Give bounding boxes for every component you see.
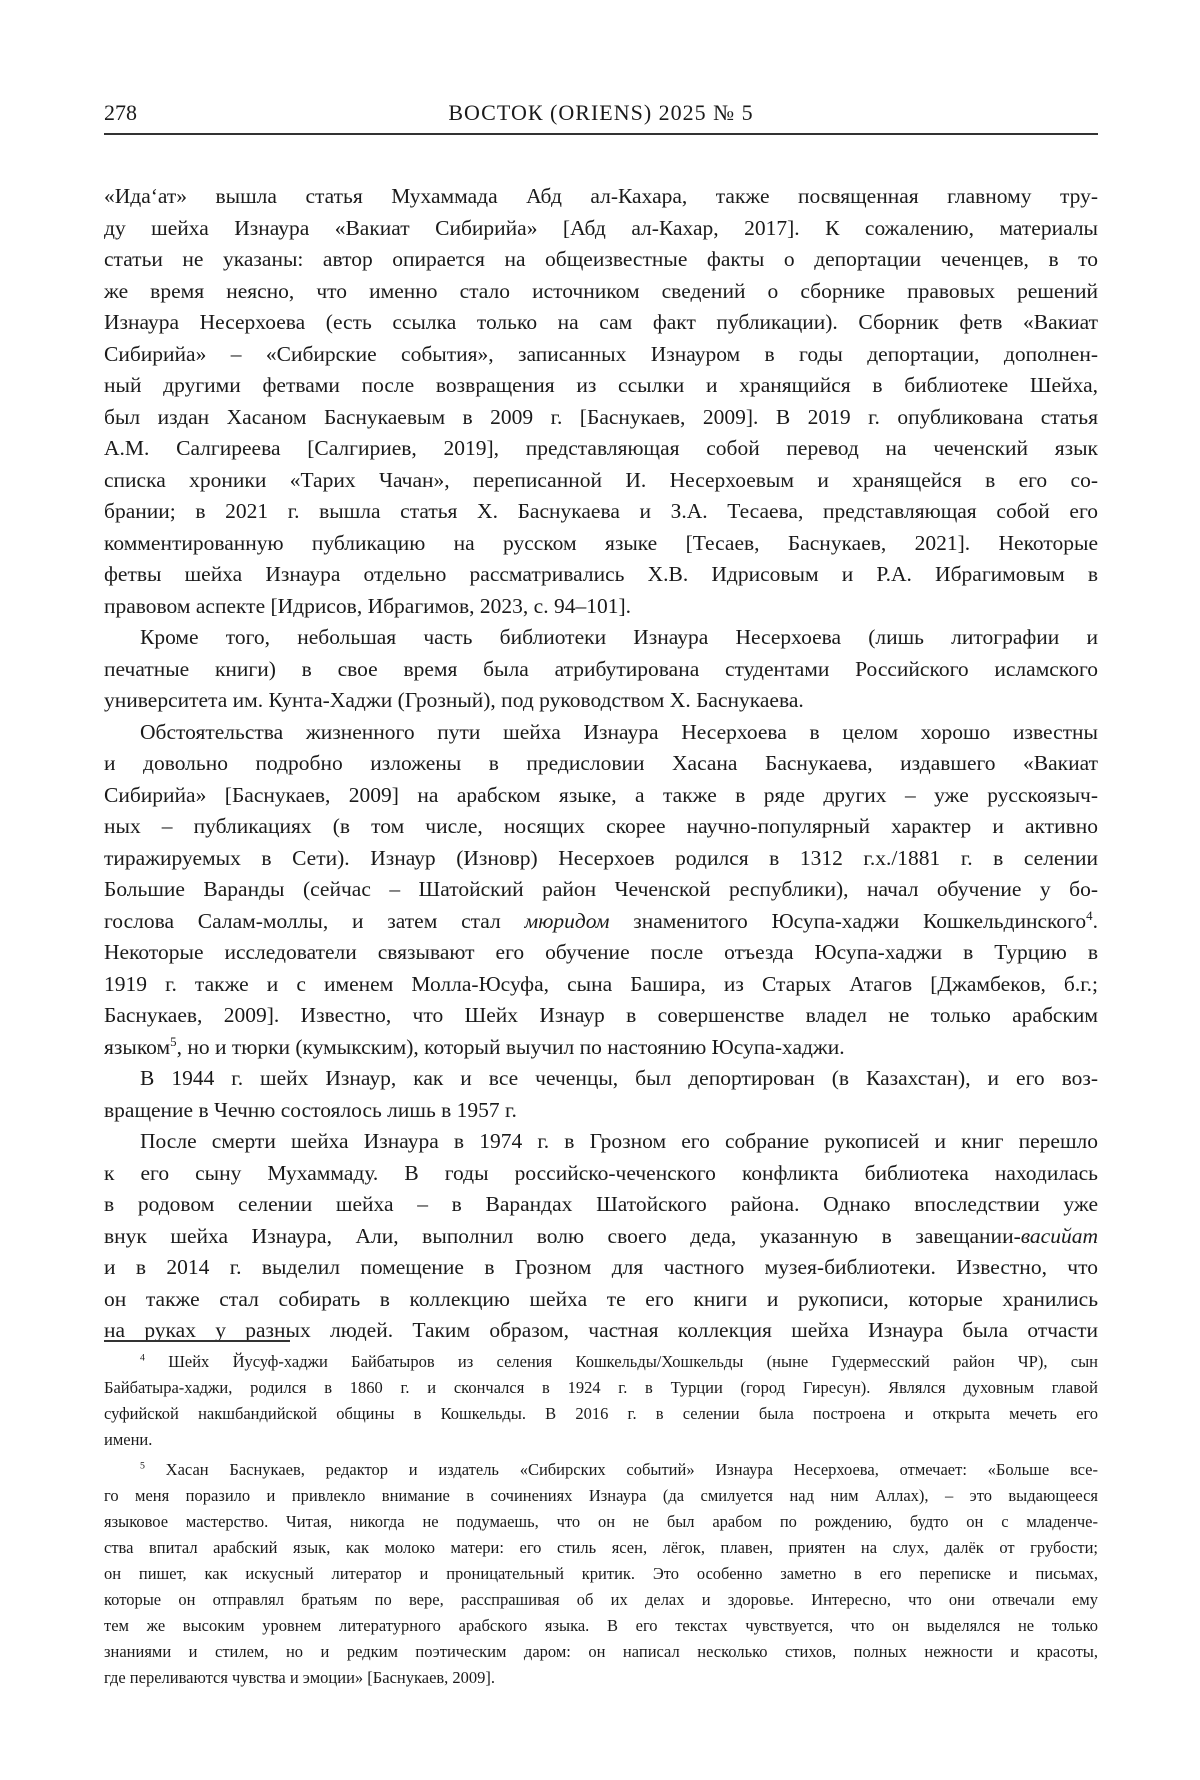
text-line: [104, 1535, 1098, 1561]
text-run: языковое мастерство. Читая, никогда не подумаешь, что он не был арабом по рождению, будто он с младенче-: [104, 1512, 1098, 1531]
text-run: знаниями и стилем, но и редким поэтическим даром: он написал несколько стихов, полных нежности и красоты,: [104, 1642, 1098, 1661]
text-run: комментированную публикацию на русском языке [Тесаев, Баснукаев, 2021]. Некоторые: [104, 531, 1098, 555]
text-run: правовом аспекте [Идрисов, Ибрагимов, 2023, с. 94–101].: [104, 594, 631, 618]
text-line: [104, 339, 1098, 371]
text-line: [104, 213, 1098, 245]
text-run: Шейх Йусуф-хаджи Байбатыров из селения Кошкельды/Хошкельды (ныне Гудермесский район ЧР), сын: [145, 1352, 1098, 1371]
text-line: [104, 1427, 1098, 1453]
paragraph: [104, 181, 1098, 622]
text-run: и довольно подробно изложены в предисловии Хасана Баснукаева, издавшего «Вакиат: [104, 751, 1098, 775]
text-run: вращение в Чечню состоялось лишь в 1957 г.: [104, 1098, 517, 1122]
text-line: [104, 1665, 1098, 1691]
text-run: Байбатыра-хаджи, родился в 1860 г. и скончался в 1924 г. в Турции (город Гиресун). Являлся духовным главой: [104, 1378, 1098, 1397]
text-run: гослова Салам-моллы, и затем стал: [104, 909, 525, 933]
text-line: [104, 937, 1098, 969]
text-run: списка хроники «Тарих Чачан», переписанной И. Несерхоевым и хранящейся в его со-: [104, 468, 1098, 492]
text-run: го меня поразило и привлекло внимание в сочинениях Изнаура (да смилуется над ним Аллах), – это выдающееся: [104, 1486, 1098, 1505]
text-line: [104, 402, 1098, 434]
text-line: [104, 1284, 1098, 1316]
text-line: [104, 1189, 1098, 1221]
footnote: [104, 1457, 1098, 1691]
text-line: [104, 1483, 1098, 1509]
text-run: брании; в 2021 г. вышла статья Х. Баснукаева и З.А. Тесаева, представляющая собой его: [104, 499, 1098, 523]
text-run: фетвы шейха Изнаура отдельно рассматривались Х.В. Идрисовым и Р.А. Ибрагимовым в: [104, 562, 1098, 586]
text-line: [104, 370, 1098, 402]
text-run: ных – публикациях (в том числе, носящих скорее научно-популярный характер и активно: [104, 814, 1098, 838]
header-rule: [104, 133, 1098, 135]
text-run: имени.: [104, 1430, 152, 1449]
running-header: [104, 100, 1098, 132]
text-line: [104, 1221, 1098, 1253]
text-run: После смерти шейха Изнаура в 1974 г. в Грозном его собрание рукописей и книг перешло: [140, 1129, 1098, 1153]
text-run: он также стал собирать в коллекцию шейха те его книги и рукописи, которые хранились: [104, 1287, 1098, 1311]
text-run: был издан Хасаном Баснукаевым в 2009 г. [Баснукаев, 2009]. В 2019 г. опубликована статья: [104, 405, 1098, 429]
text-line: [104, 528, 1098, 560]
text-line: [104, 1639, 1098, 1665]
text-run: Баснукаев, 2009]. Известно, что Шейх Изнаур в совершенстве владел не только арабским: [104, 1003, 1098, 1027]
text-line: [104, 717, 1098, 749]
text-line: [104, 559, 1098, 591]
text-run: языком: [104, 1035, 170, 1059]
text-run: и в 2014 г. выделил помещение в Грозном для частного музея-библиотеки. Известно, что: [104, 1255, 1098, 1279]
italic-term: мюридом: [525, 909, 610, 933]
footnote-ref: 5: [140, 1461, 145, 1472]
text-run: 1919 г. также и с именем Молла-Юсуфа, сына Башира, из Старых Атагов [Джамбеков, б.г.;: [104, 972, 1098, 996]
footnote: [104, 1349, 1098, 1453]
text-line: [104, 622, 1098, 654]
text-line: [104, 654, 1098, 686]
text-run: печатные книги) в свое время была атрибутирована студентами Российского исламского: [104, 657, 1098, 681]
text-line: [104, 1561, 1098, 1587]
text-run: тем же высоким уровнем литературного арабского языка. В его текстах чувствуется, что он выделялся не только: [104, 1616, 1098, 1635]
text-line: [104, 1095, 1098, 1127]
text-run: Сибирийа» [Баснукаев, 2009] на арабском языке, а также в ряде других – уже русскоязыч-: [104, 783, 1098, 807]
text-run: А.М. Салгиреева [Салгириев, 2019], представляющая собой перевод на чеченский язык: [104, 436, 1098, 460]
text-line: [104, 591, 1098, 623]
text-run: Сибирийа» – «Сибирские события», записанных Изнауром в годы депортации, дополнен-: [104, 342, 1098, 366]
text-line: [104, 433, 1098, 465]
text-run: же время неясно, что именно стало источником сведений о сборнике правовых решений: [104, 279, 1098, 303]
text-run: к его сыну Мухаммаду. В годы российско-чеченского конфликта библиотека находилась: [104, 1161, 1098, 1185]
text-run: знаменитого Юсупа-хаджи Кошкельдинского: [609, 909, 1086, 933]
text-run: .: [1093, 909, 1098, 933]
text-line: [104, 276, 1098, 308]
text-line: [104, 780, 1098, 812]
text-line: [104, 748, 1098, 780]
text-run: «Ида‘ат» вышла статья Мухаммада Абд ал-Кахара, также посвященная главному тру-: [104, 184, 1098, 208]
text-line: [104, 811, 1098, 843]
text-line: [104, 1457, 1098, 1483]
paragraph: [104, 1063, 1098, 1126]
text-run: Изнаура Несерхоева (есть ссылка только на сам факт публикации). Сборник фетв «Вакиат: [104, 310, 1098, 334]
text-run: тиражируемых в Сети). Изнаур (Изновр) Несерхоев родился в 1312 г.х./1881 г. в селении: [104, 846, 1098, 870]
text-line: [104, 1613, 1098, 1639]
text-line: [104, 465, 1098, 497]
text-line: [104, 1252, 1098, 1284]
text-run: Некоторые исследователи связывают его обучение после отъезда Юсупа-хаджи в Турцию в: [104, 940, 1098, 964]
text-line: [104, 1349, 1098, 1375]
text-line: [104, 1032, 1098, 1064]
text-run: ный другими фетвами после возвращения из ссылки и хранящийся в библиотеке Шейха,: [104, 373, 1098, 397]
text-line: [104, 496, 1098, 528]
text-line: [104, 685, 1098, 717]
paragraph: [104, 1126, 1098, 1347]
text-line: [104, 1126, 1098, 1158]
text-run: Большие Варанды (сейчас – Шатойский район Чеченской республики), начал обучение у бо-: [104, 877, 1098, 901]
footnote-ref: 4: [140, 1353, 145, 1364]
text-run: Кроме того, небольшая часть библиотеки Изнаура Несерхоева (лишь литографии и: [140, 625, 1098, 649]
text-line: [104, 181, 1098, 213]
italic-term: васийат: [1021, 1224, 1098, 1248]
text-run: В 1944 г. шейх Изнаур, как и все чеченцы, был депортирован (в Казахстан), и его воз-: [140, 1066, 1098, 1090]
journal-title: ВОСТОК (ORIENS) 2025 № 5: [104, 100, 1098, 126]
text-run: где переливаются чувства и эмоции» [Баснукаев, 2009].: [104, 1668, 495, 1687]
text-run: ства впитал арабский язык, как молоко матери: его стиль ясен, лёгок, плавен, приятен на слух, далёк от грубости;: [104, 1538, 1098, 1557]
footnote-ref: 4: [1086, 908, 1092, 922]
text-line: [104, 1587, 1098, 1613]
text-line: [104, 307, 1098, 339]
footnotes: [104, 1349, 1098, 1695]
text-line: [104, 244, 1098, 276]
text-line: [104, 874, 1098, 906]
text-run: он пишет, как искусный литератор и проницательный критик. Это особенно заметно в его переписке и письмах,: [104, 1564, 1098, 1583]
text-line: [104, 1375, 1098, 1401]
text-line: [104, 1158, 1098, 1190]
text-run: на руках у разных людей. Таким образом, частная коллекция шейха Изнаура была отчасти: [104, 1318, 1098, 1342]
text-run: которые он отправлял братьям по вере, расспрашивая об их делах и здоровье. Интересно, что они отвечали ему: [104, 1590, 1098, 1609]
text-line: [104, 906, 1098, 938]
footnote-separator: [104, 1340, 290, 1342]
text-line: [104, 1509, 1098, 1535]
paragraph: [104, 622, 1098, 717]
text-run: , но и тюрки (кумыкским), который выучил по настоянию Юсупа-хаджи.: [177, 1035, 845, 1059]
text-line: [104, 1000, 1098, 1032]
text-run: суфийской накшбандийской общины в Кошкельды. В 2016 г. в селении была построена и открыта мечеть его: [104, 1404, 1098, 1423]
text-line: [104, 1063, 1098, 1095]
text-line: [104, 969, 1098, 1001]
text-run: Обстоятельства жизненного пути шейха Изнаура Несерхоева в целом хорошо известны: [140, 720, 1098, 744]
text-run: статьи не указаны: автор опирается на общеизвестные факты о депортации чеченцев, в то: [104, 247, 1098, 271]
text-run: университета им. Кунта-Хаджи (Грозный), под руководством Х. Баснукаева.: [104, 688, 804, 712]
page-number: 278: [104, 100, 137, 126]
footnote-ref: 5: [170, 1034, 176, 1048]
text-line: [104, 1401, 1098, 1427]
main-text: [104, 181, 1098, 1347]
text-run: ду шейха Изнаура «Вакиат Сибирийа» [Абд ал-Кахар, 2017]. К сожалению, материалы: [104, 216, 1098, 240]
text-run: Хасан Баснукаев, редактор и издатель «Сибирских событий» Изнаура Несерхоева, отмечает: «Больше все-: [145, 1460, 1098, 1479]
text-run: внук шейха Изнаура, Али, выполнил волю своего деда, указанную в завещании-: [104, 1224, 1021, 1248]
paragraph: [104, 717, 1098, 1064]
text-run: в родовом селении шейха – в Варандах Шатойского района. Однако впоследствии уже: [104, 1192, 1098, 1216]
text-line: [104, 843, 1098, 875]
